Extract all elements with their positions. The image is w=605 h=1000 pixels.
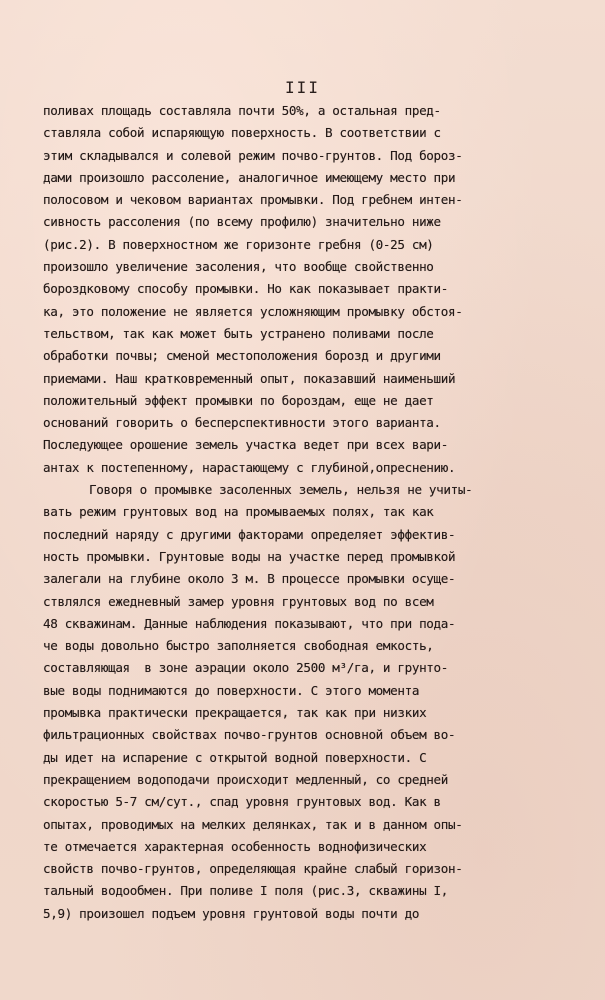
text-line: опытах, проводимых на мелких делянках, так и в данном опы- [43, 816, 463, 832]
text-line: свойств почво-грунтов, определяющая крайне слабый горизон- [43, 861, 463, 877]
text-line: (рис.2). В поверхностном же горизонте гребня (0-25 см) [43, 236, 434, 252]
text-line: антах к постепенному, нарастающему с глубиной,опреснению. [43, 459, 456, 475]
text-line: дами произошло рассоление, аналогичное имеющему место при [43, 169, 456, 185]
text-line: ды идет на испарение с открытой водной поверхности. С [43, 749, 427, 765]
text-line: фильтрационных свойствах почво-грунтов основной объем во- [43, 727, 456, 743]
text-line: ставляла собой испаряющую поверхность. В соответствии с [43, 125, 441, 141]
text-line: положительный эффект промывки по бороздам, еще не дает [43, 392, 434, 408]
text-line: тальный водообмен. При поливе I поля (рис.3, скважины I, [43, 883, 448, 899]
text-line: че воды довольно быстро заполняется свободная емкость, [43, 638, 434, 654]
text-line: приемами. Наш кратковременный опыт, показавший наименьший [43, 370, 456, 386]
text-line: сивность рассоления (по всему профилю) значительно ниже [43, 214, 441, 230]
text-line: бороздковому способу промывки. Но как показывает практи- [43, 281, 448, 297]
text-line: скоростью 5-7 см/сут., спад уровня грунтовых вод. Как в [43, 794, 441, 810]
text-line: последний наряду с другими факторами определяет эффектив- [43, 526, 456, 542]
text-line: поливах площадь составляла почти 50%, а остальная пред- [43, 103, 441, 118]
text-line: составляющая в зоне аэрации около 2500 м³/га, и грунто- [43, 660, 448, 676]
text-line: полосовом и чековом вариантах промывки. Под гребнем интен- [43, 192, 463, 208]
text-line: 5,9) произошел подъем уровня грунтовой воды почти до [43, 905, 420, 921]
text-line: прекращением водоподачи происходит медленный, со средней [43, 771, 448, 787]
text-line: промывка практически прекращается, так как при низких [43, 705, 427, 721]
text-line: залегали на глубине около 3 м. В процессе промывки осуще- [43, 571, 456, 587]
text-line: ка, это положение не является усложняющим промывку обстоя- [43, 303, 463, 319]
text-line: ствлялся ежедневный замер уровня грунтовых вод по всем [43, 593, 434, 609]
text-line: 48 скважинам. Данные наблюдения показывают, что при пода- [43, 615, 456, 631]
text-line: обработки почвы; сменой местоположения борозд и другими [43, 348, 441, 364]
text-line: произошло увеличение засоления, что вообще свойственно [43, 259, 434, 275]
text-line: вые воды поднимаются до поверхности. С этого момента [43, 682, 420, 698]
paragraph-start-line: Говоря о промывке засоленных земель, нельзя не учиты- [89, 482, 473, 498]
text-line: этим складывался и солевой режим почво-грунтов. Под бороз- [43, 147, 463, 163]
text-line: оснований говорить о бесперспективности этого варианта. [43, 415, 441, 431]
body-text [43, 100, 543, 925]
page-number: III [285, 78, 320, 97]
text-line: ность промывки. Грунтовые воды на участке перед промывкой [43, 548, 456, 564]
text-line: те отмечается характерная особенность воднофизических [43, 838, 427, 854]
text-line: тельством, так как может быть устранено поливами после [43, 325, 434, 341]
text-line: вать режим грунтовых вод на промываемых полях, так как [43, 504, 434, 520]
text-line: Последующее орошение земель участка ведет при всех вари- [43, 437, 448, 453]
